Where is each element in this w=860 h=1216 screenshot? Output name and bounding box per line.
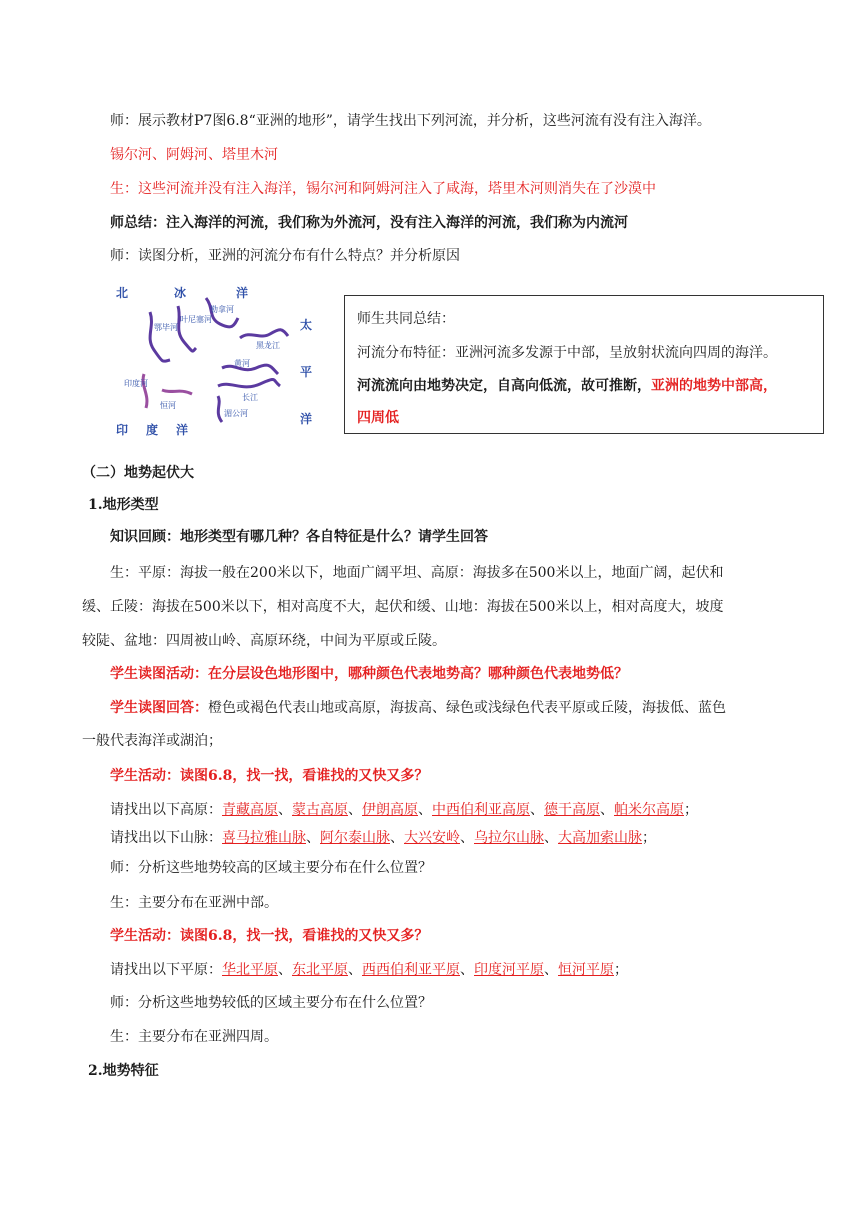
summary-feature: 河流分布特征：亚洲河流多发源于中部，呈放射状流向四周的海洋。 [357, 345, 777, 361]
river-label: 湄公河 [224, 409, 248, 418]
map-label-pacific-1: 太 [300, 318, 313, 332]
plain-line: 请找出以下平原：华北平原、东北平原、西西伯利亚平原、印度河平原、恒河平原； [110, 962, 628, 978]
plateau-item: 青藏高原 [222, 802, 278, 818]
mountain-item: 大兴安岭 [404, 830, 460, 846]
plateau-item: 伊朗高原 [362, 802, 418, 818]
plain-item: 恒河平原 [558, 962, 614, 978]
question-high: 师：分析这些地势较高的区域主要分布在什么位置？ [110, 860, 432, 876]
read-answer-line-1: 学生读图回答：橙色或褐色代表山地或高原，海拔高、绿色或浅绿色代表平原或丘陵，海拔低、蓝色 [110, 700, 726, 716]
river-label: 恒河 [160, 401, 176, 410]
answer-line-1: 生：平原：海拔一般在200米以下，地面广阔平坦、高原：海拔多在500米以上，地面广阔，起伏和 [110, 565, 724, 581]
river-list: 锡尔河、阿姆河、塔里木河 [110, 147, 278, 163]
plain-item: 印度河平原 [474, 962, 544, 978]
subsection-heading-2: 2.地势特征 [88, 1063, 159, 1079]
river-label: 黄河 [234, 359, 250, 368]
river-label: 鄂毕河 [154, 323, 178, 332]
plain-item: 西西伯利亚平原 [362, 962, 460, 978]
asia-river-map [110, 282, 320, 442]
activity-find-1: 学生活动：读图6.8，找一找，看谁找的又快又多？ [110, 768, 429, 784]
river-label: 叶尼塞河 [180, 315, 212, 324]
activity-read-map: 学生读图活动：在分层设色地形图中，哪种颜色代表地势高？哪种颜色代表地势低？ [110, 666, 628, 682]
teacher-summary: 师总结：注入海洋的河流，我们称为外流河，没有注入海洋的河流，我们称为内流河 [110, 215, 628, 231]
mountain-item: 乌拉尔山脉 [474, 830, 544, 846]
answer-high: 生：主要分布在亚洲中部。 [110, 895, 278, 911]
map-label-pacific-2: 平 [300, 365, 313, 379]
mountain-line: 请找出以下山脉：喜马拉雅山脉、阿尔泰山脉、大兴安岭、乌拉尔山脉、大高加索山脉； [110, 830, 656, 846]
answer-line-2: 缓、丘陵：海拔在500米以下，相对高度不大，起伏和缓、山地：海拔在500米以上，相对高度大，坡度 [82, 599, 724, 615]
map-label-north-1: 北 [116, 286, 129, 300]
knowledge-review: 知识回顾：地形类型有哪几种？各自特征是什么？请学生回答 [110, 529, 488, 545]
teacher-question: 师：读图分析，亚洲的河流分布有什么特点？并分析原因 [110, 248, 460, 264]
mountain-item: 阿尔泰山脉 [320, 830, 390, 846]
plain-item: 华北平原 [222, 962, 278, 978]
river-label: 印度河 [124, 379, 148, 388]
plateau-item: 中西伯利亚高原 [432, 802, 530, 818]
read-answer-line-2: 一般代表海洋或湖泊； [82, 733, 222, 749]
river-label: 长江 [242, 393, 258, 402]
map-label-pacific-3: 洋 [300, 412, 313, 426]
summary-conclusion-1: 亚洲的地势中部高， [651, 378, 777, 394]
map-label-north-3: 洋 [236, 286, 249, 300]
subsection-heading-1: 1.地形类型 [88, 497, 159, 513]
mountain-item: 喜马拉雅山脉 [222, 830, 306, 846]
map-label-indian-3: 洋 [176, 423, 189, 437]
river-label: 黑龙江 [256, 341, 280, 350]
answer-low: 生：主要分布在亚洲四周。 [110, 1029, 278, 1045]
summary-conclusion-2: 四周低 [357, 410, 399, 426]
question-low: 师：分析这些地势较低的区域主要分布在什么位置？ [110, 995, 432, 1011]
map-label-north-2: 冰 [174, 286, 187, 300]
river-label: 勒拿河 [210, 305, 234, 314]
plateau-line: 请找出以下高原：青藏高原、蒙古高原、伊朗高原、中西伯利亚高原、德干高原、帕米尔高原； [110, 802, 698, 818]
plateau-item: 帕米尔高原 [614, 802, 684, 818]
section-heading: （二）地势起伏大 [82, 465, 194, 481]
read-answer-label: 学生读图回答： [110, 700, 208, 716]
summary-title: 师生共同总结： [357, 311, 455, 327]
plateau-item: 蒙古高原 [292, 802, 348, 818]
answer-line-3: 较陡、盆地：四周被山岭、高原环绕，中间为平原或丘陵。 [82, 633, 446, 649]
student-answer-rivers: 生：这些河流并没有注入海洋，锡尔河和阿姆河注入了咸海，塔里木河则消失在了沙漠中 [110, 181, 656, 197]
para-teacher-show: 师：展示教材P7图6.8“亚洲的地形”，请学生找出下列河流，并分析，这些河流有没有注入海洋。 [110, 113, 711, 129]
activity-find-2: 学生活动：读图6.8，找一找，看谁找的又快又多？ [110, 928, 429, 944]
plateau-item: 德干高原 [544, 802, 600, 818]
map-label-indian-1: 印 [116, 423, 129, 437]
plain-item: 东北平原 [292, 962, 348, 978]
summary-reason: 河流流向由地势决定，自高向低流，故可推断，亚洲的地势中部高， [357, 378, 777, 394]
mountain-item: 大高加索山脉 [558, 830, 642, 846]
map-label-indian-2: 度 [146, 423, 159, 437]
summary-box [344, 295, 824, 434]
